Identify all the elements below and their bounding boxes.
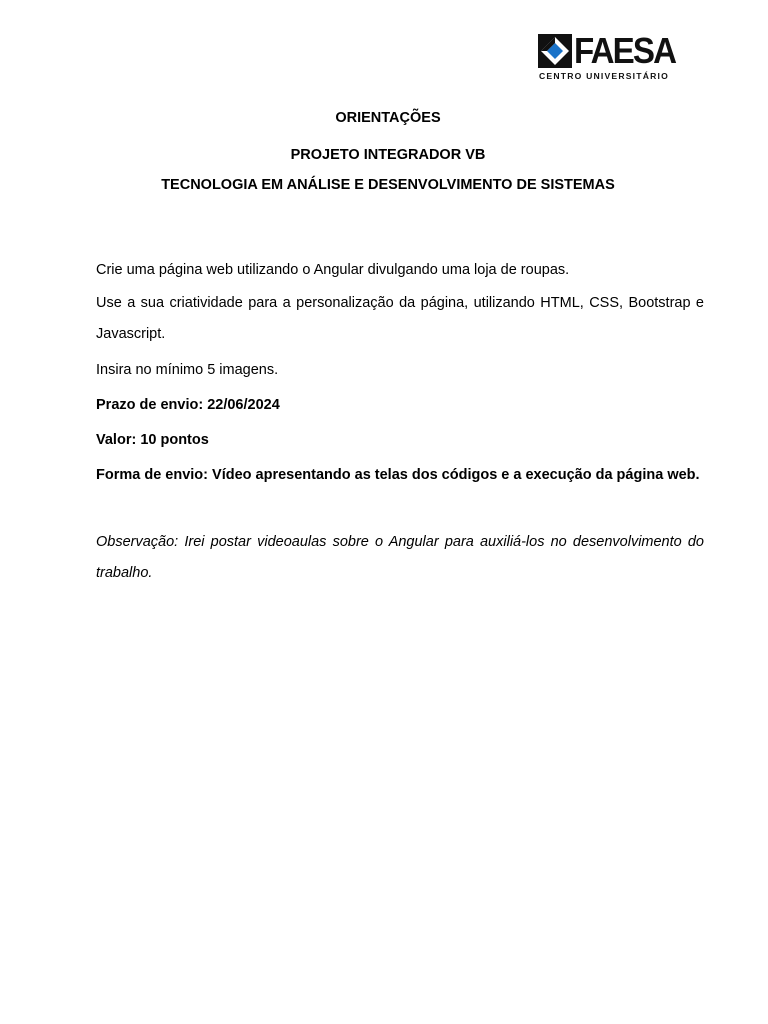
value-text: Valor: 10 pontos (96, 432, 209, 448)
instruction-paragraph-1: Crie uma página web utilizando o Angular divulgando uma loja de roupas. (96, 262, 570, 278)
instruction-paragraph-2: Use a sua criatividade para a personalização da página, utilizando HTML, CSS, Bootstrap e Javascript. (96, 295, 704, 342)
logo-subtitle: CENTRO UNIVERSITÁRIO (539, 71, 669, 81)
document-title: ORIENTAÇÕES (335, 110, 441, 126)
submission-method-text: Forma de envio: Vídeo apresentando as telas dos códigos e a execução da página web. (96, 467, 700, 483)
logo-wordmark: FAESA (574, 30, 676, 71)
observation-text: Observação: Irei postar videoaulas sobre o Angular para auxiliá-los no desenvolvimento do trabalho. (96, 534, 704, 581)
instruction-paragraph-3: Insira no mínimo 5 imagens. (96, 362, 279, 378)
course-heading: TECNOLOGIA EM ANÁLISE E DESENVOLVIMENTO DE SISTEMAS (161, 177, 615, 193)
project-heading: PROJETO INTEGRADOR VB (290, 147, 486, 163)
faesa-logo (538, 30, 688, 82)
faesa-logo-mark-icon (538, 34, 572, 68)
deadline-text: Prazo de envio: 22/06/2024 (96, 397, 280, 413)
